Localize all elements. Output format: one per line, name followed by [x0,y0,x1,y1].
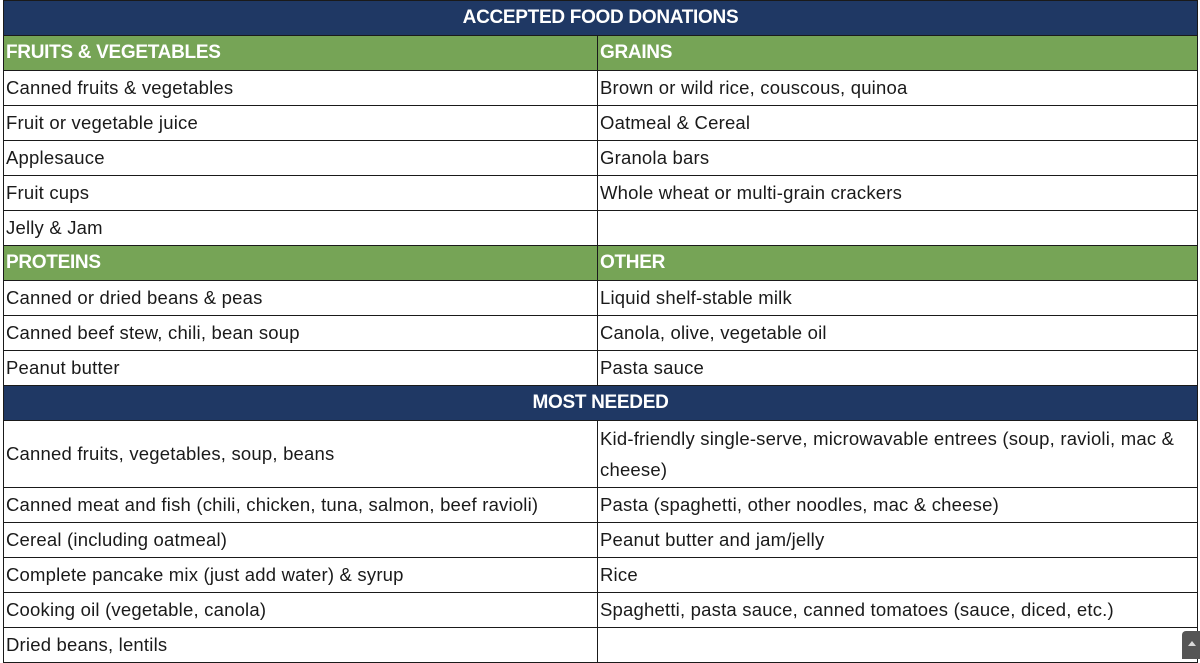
table-row [4,558,1198,593]
table-row [4,628,1198,663]
table-row [4,316,1198,351]
table-cell: Canned or dried beans & peas [4,281,598,316]
most-needed-title-row [4,386,1198,421]
table-cell: Rice [598,558,1198,593]
table-cell: Granola bars [598,141,1198,176]
table-row [4,593,1198,628]
table-row [4,211,1198,246]
table-row [4,176,1198,211]
category-row [4,246,1198,281]
table-cell: Peanut butter [4,351,598,386]
table-cell: Applesauce [4,141,598,176]
table-cell [598,628,1198,663]
table-cell: Dried beans, lentils [4,628,598,663]
category-fruits-vegetables: FRUITS & VEGETABLES [4,36,598,71]
category-row [4,36,1198,71]
table-cell: Canned meat and fish (chili, chicken, tuna, salmon, beef ravioli) [4,488,598,523]
table-cell: Liquid shelf-stable milk [598,281,1198,316]
table-row [4,141,1198,176]
table-cell: Fruit cups [4,176,598,211]
table-cell: Kid-friendly single-serve, microwavable entrees (soup, ravioli, mac & cheese) [598,421,1198,488]
table-cell: Peanut butter and jam/jelly [598,523,1198,558]
category-proteins: PROTEINS [4,246,598,281]
table-row [4,523,1198,558]
category-grains: GRAINS [598,36,1198,71]
table-cell: Canned fruits & vegetables [4,71,598,106]
table-cell: Canned beef stew, chili, bean soup [4,316,598,351]
table-cell: Oatmeal & Cereal [598,106,1198,141]
scroll-up-icon[interactable] [1182,631,1200,659]
table-cell: Cereal (including oatmeal) [4,523,598,558]
accepted-title-row [4,1,1198,36]
most-needed-title: MOST NEEDED [4,386,1198,421]
table-cell [598,211,1198,246]
table-cell: Whole wheat or multi-grain crackers [598,176,1198,211]
table-row [4,71,1198,106]
table-cell: Jelly & Jam [4,211,598,246]
table-row [4,281,1198,316]
table-cell: Spaghetti, pasta sauce, canned tomatoes (sauce, diced, etc.) [598,593,1198,628]
table-row [4,421,1198,488]
accepted-title: ACCEPTED FOOD DONATIONS [4,1,1198,36]
donations-table [3,0,1198,663]
table-cell: Pasta sauce [598,351,1198,386]
table-cell: Pasta (spaghetti, other noodles, mac & cheese) [598,488,1198,523]
table-row [4,488,1198,523]
table-cell: Cooking oil (vegetable, canola) [4,593,598,628]
table-cell: Canned fruits, vegetables, soup, beans [4,421,598,488]
table-row [4,106,1198,141]
table-cell: Brown or wild rice, couscous, quinoa [598,71,1198,106]
category-other: OTHER [598,246,1198,281]
table-row [4,351,1198,386]
table-cell: Fruit or vegetable juice [4,106,598,141]
table-cell: Complete pancake mix (just add water) & syrup [4,558,598,593]
table-cell: Canola, olive, vegetable oil [598,316,1198,351]
